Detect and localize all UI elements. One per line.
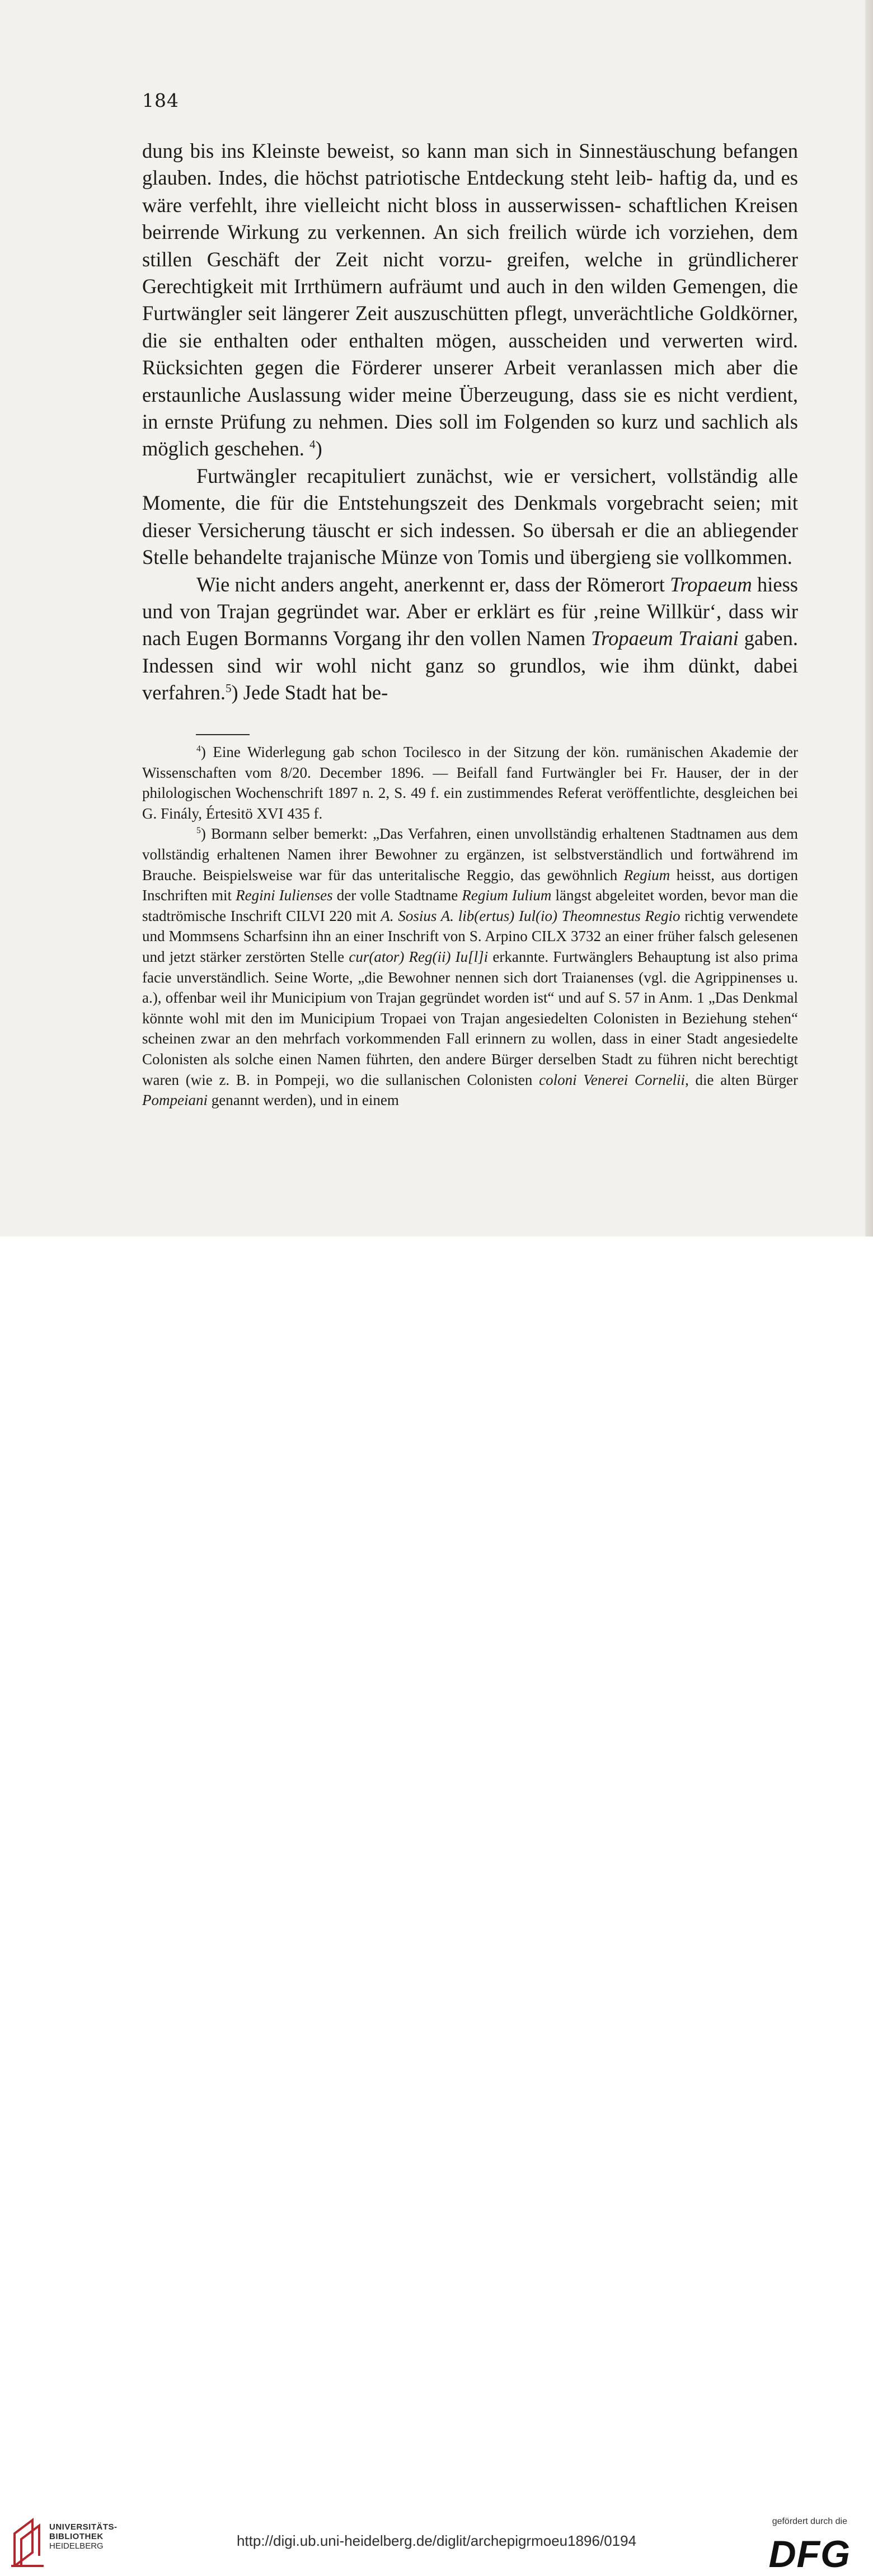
italic-term: Tropaeum xyxy=(670,572,752,596)
paragraph-1: dung bis ins Kleinste beweist, so kann man sich in Sinnestäuschung befangen glauben. Indes, die höchst patriotische Entdeckung steht leib- haftig da, und es wäre verfehlt, ihre vielleicht nicht bloss in ausserwissen- schaftlichen Kreisen beirrende Wirkung zu verkennen. An sich freilich würde ich vorziehen, dem stillen Geschäft der Zeit nicht vorzu- greifen, welche in gründlicherer Gerechtigkeit mit Irrthümern aufräumt und auch in den wilden Gemengen, die Furtwängler seit längerer Zeit auszuschütten pflegt, unverächtliche Goldkörner, die sie enthalten oder enthalten mögen, ausscheiden und verwerten wird. Rücksichten gegen die Förderer unserer Arbeit veranlassen mich aber die erstaunliche Auslassung wider meine Überzeugung, dass sie es nicht verdient, in ernste Prüfung zu nehmen. Dies soll im Folgenden so kurz und sachlich als möglich geschehen. $^4$) xyxy=(142,139,799,460)
permalink-url[interactable]: http://digi.ub.uni-heidelberg.de/diglit/archepigrmoeu1896/0194 xyxy=(236,2532,637,2549)
page-edge-shadow xyxy=(865,0,873,1237)
library-name: UNIVERSITÄTS- BIBLIOTHEK HEIDELBERG xyxy=(49,2522,118,2551)
main-text xyxy=(142,138,798,707)
footnote-divider xyxy=(196,734,250,735)
paragraph-3: Wie nicht anders angeht, anerkennt er, dass der Römerort Tropaeum hiess und von Trajan gegründet war. Aber er erklärt es für ‚reine Willkür‘, dass wir nach Eugen Bormanns Vorgang ihr den vollen Namen Tropaeum Traiani gaben. Indessen sind wir wohl nicht ganz so grundlos, wie ihm dünkt, dabei verfahren.$^5$) Jede Stadt hat be- xyxy=(142,572,799,704)
page-number: 184 xyxy=(142,90,179,111)
footnote-ref-4: 4 xyxy=(309,438,316,452)
digitization-footer xyxy=(0,1237,873,2575)
paragraph-2: Furtwängler recapituliert zunächst, wie er versichert, vollständig alle Momente, die für die Entstehungszeit des Denkmals vorgebracht seien; mit dieser Versicherung täuscht er sich indessen. So übersah er die an abliegender Stelle behandelte trajanische Münze von Tomis und übergieng sie vollkommen. xyxy=(142,464,798,569)
footnote-4: $^4$) Eine Widerlegung gab schon Tocilesco in der Sitzung der kön. rumänischen Akademie der Wissenschaften vom 8/20. December 1896. — Beifall fand Furtwängler bei Fr. Hauser, der in der philologischen Wochenschrift 1897 n. 2, S. 49 f. ein zustimmendes Referat veröffentlichte, desgleichen bei G. Finály, Értesitö XVI 435 f. xyxy=(142,744,798,822)
funding-caption: gefördert durch die xyxy=(772,2517,847,2526)
footnote-5: $^5$) Bormann selber bemerkt: „Das Verfahren, einen unvollständig erhaltenen Stadtnamen aus dem vollständig erhaltenen Namen ihrer Bewohner zu ergänzen, ist selbstverständlich und fortwährend im Brauche. Beispielsweise war für das unteritalische Reggio, das gewöhnlich Regium heisst, aus dortigen Inschriften mit Regini Iulienses der volle Stadtname Regium Iulium längst abgeleitet worden, bevor man die stadtrömische Inschrift CILVI 220 mit A. Sosius A. lib(ertus) Iul(io) Theomnestus Regio richtig verwendete und Mommsens Scharfsinn ihn an einer Inschrift von S. Arpino CILX 3732 an einer früher falsch gelesenen und jetzt stärker zerstörten Stelle cur(ator) Reg(ii) Iu[l]i erkannte. Furtwänglers Behauptung ist also prima facie unverständlich. Seine Worte, „die Bewohner nennen sich dort Traianenses (vgl. die Agrippinenses u. a.), offenbar weil ihr Municipium von Trajan gegründet worden ist“ und auf S. 57 in Anm. 1 „Das Denkmal könnte wohl mit den im Municipium Tropaei von Trajan angesiedelten Colonisten in Beziehung stehen“ scheinen zwar an den mehrfach vorkommenden Fall erinnern zu wollen, dass in einer Stadt angesiedelte Colonisten als solche einen Namen führten, den andere Bürger derselben Stadt zu führen nicht berechtigt waren (wie z. B. in Pompeji, wo die sullanischen Colonisten coloni Venerei Cornelii, die alten Bürger Pompeiani genannt werden), und in einem xyxy=(142,825,798,1109)
footnote-ref-5: 5 xyxy=(225,681,232,695)
italic-term: Tropaeum Traiani xyxy=(590,627,739,650)
footnotes xyxy=(142,742,798,1111)
dfg-logo: DFG xyxy=(768,2533,851,2575)
